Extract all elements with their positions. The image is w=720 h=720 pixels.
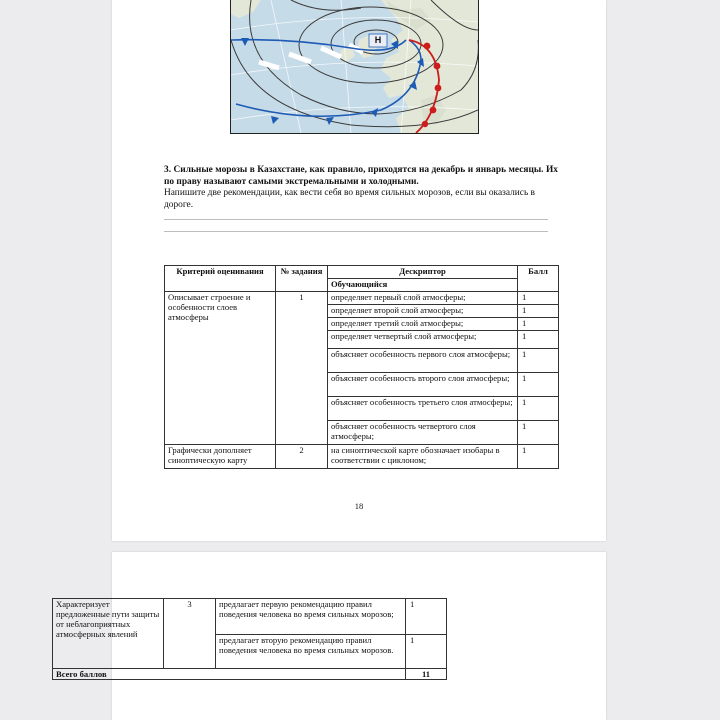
header-learner: Обучающийся (328, 279, 518, 292)
score-cell: 1 (518, 292, 559, 305)
score-cell: 1 (406, 635, 447, 669)
descriptor-cell: объясняет особенность третьего слоя атмосферы; (328, 397, 518, 421)
score-cell: 1 (406, 599, 447, 635)
task-3-statement: 3. Сильные морозы в Казахстане, как правило, приходятся на декабрь и январь месяцы. Их по праву называют самыми экстремальными и холодными. (164, 165, 558, 187)
assessment-table-continued (52, 598, 447, 680)
assessment-table (164, 265, 559, 469)
header-criterion: Критерий оценивания (165, 266, 276, 292)
task-no-cell: 1 (276, 292, 328, 445)
task-no-cell: 2 (276, 445, 328, 469)
header-descriptor: Дескриптор (328, 266, 518, 279)
score-cell: 1 (518, 445, 559, 469)
total-label: Всего баллов (53, 669, 406, 680)
total-row (53, 669, 447, 680)
page-1 (112, 0, 606, 541)
score-cell: 1 (518, 318, 559, 331)
synoptic-map-drawing (231, 0, 478, 133)
task-no-cell: 3 (164, 599, 216, 669)
criterion-cell: Графически дополняет синоптическую карту (165, 445, 276, 469)
table-row (53, 599, 447, 635)
header-score: Балл (518, 266, 559, 292)
descriptor-cell: объясняет особенность первого слоя атмосферы; (328, 349, 518, 373)
score-cell: 1 (518, 397, 559, 421)
descriptor-cell: определяет третий слой атмосферы; (328, 318, 518, 331)
low-pressure-label: Н (374, 35, 382, 45)
task-3-question: Напишите две рекомендации, как вести себя во время сильных морозов, если вы оказались в дороге. (164, 188, 535, 210)
synoptic-map (230, 0, 479, 134)
header-task-no: № задания (276, 266, 328, 292)
page-number: 18 (354, 501, 364, 511)
score-cell: 1 (518, 305, 559, 318)
descriptor-cell: определяет первый слой атмосферы; (328, 292, 518, 305)
score-cell: 1 (518, 373, 559, 397)
criterion-cell: Описывает строение и особенности слоев атмосферы (165, 292, 276, 445)
table-row (165, 292, 559, 305)
descriptor-cell: объясняет особенность четвертого слоя атмосферы; (328, 421, 518, 445)
score-cell: 1 (518, 421, 559, 445)
descriptor-cell: на синоптической карте обозначает изобары в соответствии с циклоном; (328, 445, 518, 469)
descriptor-cell: предлагает первую рекомендацию правил поведения человека во время сильных морозов; (216, 599, 406, 635)
answer-line-2 (164, 231, 548, 232)
descriptor-cell: предлагает вторую рекомендацию правил поведения человека во время сильных морозов. (216, 635, 406, 669)
descriptor-cell: определяет второй слой атмосферы; (328, 305, 518, 318)
answer-line-1 (164, 219, 548, 220)
table-row (165, 445, 559, 469)
score-cell: 1 (518, 331, 559, 349)
task-3 (164, 165, 558, 211)
criterion-cell: Характеризует предложенные пути защиты от неблагоприятных атмосферных явлений (53, 599, 164, 669)
score-cell: 1 (518, 349, 559, 373)
descriptor-cell: объясняет особенность второго слоя атмосферы; (328, 373, 518, 397)
total-value: 11 (406, 669, 447, 680)
descriptor-cell: определяет четвертый слой атмосферы; (328, 331, 518, 349)
